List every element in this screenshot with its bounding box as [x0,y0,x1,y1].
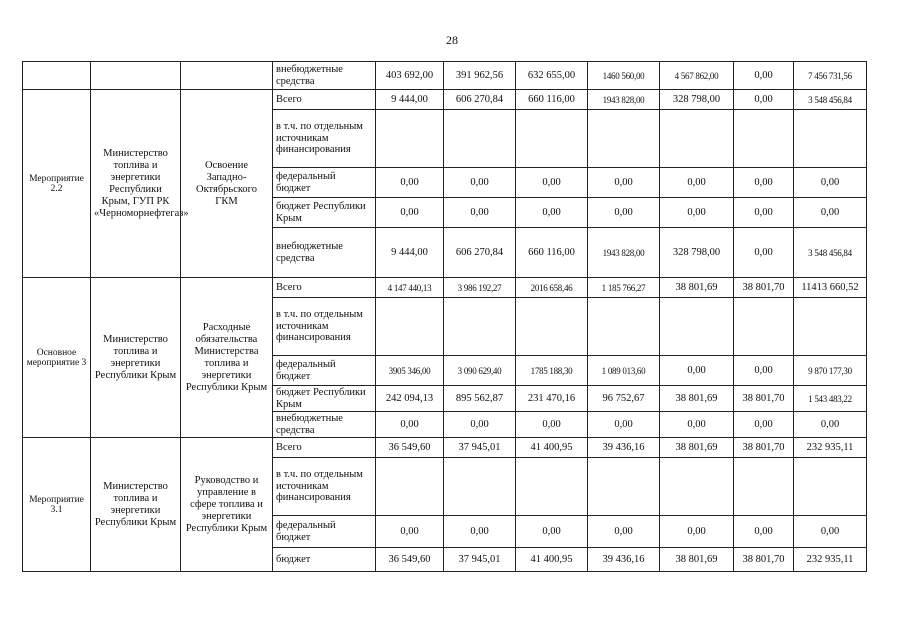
amount-cell [794,458,867,516]
amount-cell: 39 436,16 [588,548,660,572]
amount-cell: 0,00 [734,168,794,198]
table-row [23,438,867,458]
amount-cell [516,110,588,168]
amount-cell [588,110,660,168]
table-row [23,278,867,298]
amount-cell: 232 935,11 [794,548,867,572]
amount-cell: 0,00 [516,168,588,198]
amount-cell: 1460 560,00 [588,62,660,90]
amount-cell: 11413 660,52 [794,278,867,298]
amount-cell: 3 090 629,40 [444,356,516,386]
amount-cell: 0,00 [734,412,794,438]
amount-cell: 0,00 [734,198,794,228]
amount-cell: 0,00 [588,516,660,548]
amount-cell: 0,00 [376,516,444,548]
executor: Министерство топлива и энергетики Республики Крым [91,438,181,572]
amount-cell: 4 147 440,13 [376,278,444,298]
amount-cell: 41 400,95 [516,548,588,572]
activity-name: Мероприятие 2.2 [23,90,91,278]
amount-cell: 1785 188,30 [516,356,588,386]
amount-cell: 7 456 731,56 [794,62,867,90]
amount-cell: 38 801,69 [660,438,734,458]
amount-cell: 660 116,00 [516,90,588,110]
funding-source: бюджет [273,548,376,572]
amount-cell: 38 801,70 [734,386,794,412]
funding-source: Всего [273,90,376,110]
amount-cell [444,298,516,356]
amount-cell: 632 655,00 [516,62,588,90]
amount-cell [376,110,444,168]
amount-cell: 4 567 862,00 [660,62,734,90]
budget-table [22,61,867,572]
amount-cell: 9 870 177,30 [794,356,867,386]
amount-cell [444,110,516,168]
amount-cell: 0,00 [734,90,794,110]
amount-cell [516,458,588,516]
amount-cell: 328 798,00 [660,90,734,110]
amount-cell: 1 543 483,22 [794,386,867,412]
amount-cell: 37 945,01 [444,438,516,458]
amount-cell: 38 801,69 [660,548,734,572]
funding-source: Всего [273,278,376,298]
amount-cell [660,110,734,168]
amount-cell: 0,00 [444,516,516,548]
amount-cell: 0,00 [734,356,794,386]
amount-cell: 3 548 456,84 [794,228,867,278]
amount-cell [734,458,794,516]
amount-cell: 96 752,67 [588,386,660,412]
executor: Министерство топлива и энергетики Республики Крым, ГУП РК «Черноморнефтегаз» [91,90,181,278]
amount-cell: 1 185 766,27 [588,278,660,298]
amount-cell: 0,00 [660,168,734,198]
funding-source: внебюджетные средства [273,412,376,438]
amount-cell: 242 094,13 [376,386,444,412]
amount-cell: 0,00 [376,412,444,438]
amount-cell: 660 116,00 [516,228,588,278]
amount-cell: 328 798,00 [660,228,734,278]
amount-cell: 36 549,60 [376,548,444,572]
amount-cell [660,298,734,356]
amount-cell [376,458,444,516]
amount-cell: 0,00 [660,516,734,548]
funding-source: федеральный бюджет [273,356,376,386]
activity-goal: Руководство и управление в сфере топлива и энергетики Республики Крым [181,438,273,572]
amount-cell: 3 548 456,84 [794,90,867,110]
funding-source: бюджет Республики Крым [273,386,376,412]
amount-cell: 9 444,00 [376,90,444,110]
amount-cell: 895 562,87 [444,386,516,412]
amount-cell: 38 801,69 [660,386,734,412]
amount-cell: 0,00 [794,198,867,228]
amount-cell: 41 400,95 [516,438,588,458]
amount-cell: 0,00 [660,198,734,228]
executor: Министерство топлива и энергетики Республики Крым [91,278,181,438]
amount-cell: 36 549,60 [376,438,444,458]
amount-cell: 231 470,16 [516,386,588,412]
amount-cell [660,458,734,516]
amount-cell: 0,00 [376,168,444,198]
funding-source: в т.ч. по отдельным источникам финансирования [273,458,376,516]
activity-goal: Расходные обязательства Министерства топлива и энергетики Республики Крым [181,278,273,438]
amount-cell: 0,00 [794,516,867,548]
amount-cell: 0,00 [516,516,588,548]
amount-cell: 0,00 [444,412,516,438]
table-row [23,62,867,90]
funding-source: федеральный бюджет [273,168,376,198]
amount-cell: 0,00 [734,228,794,278]
funding-source: в т.ч. по отдельным источникам финансирования [273,298,376,356]
table-row [23,90,867,110]
amount-cell: 0,00 [444,198,516,228]
amount-cell: 606 270,84 [444,228,516,278]
funding-source: федеральный бюджет [273,516,376,548]
amount-cell: 0,00 [660,356,734,386]
amount-cell: 2016 658,46 [516,278,588,298]
amount-cell: 38 801,69 [660,278,734,298]
amount-cell: 1943 828,00 [588,228,660,278]
amount-cell: 606 270,84 [444,90,516,110]
amount-cell: 0,00 [516,198,588,228]
amount-cell: 37 945,01 [444,548,516,572]
amount-cell: 9 444,00 [376,228,444,278]
amount-cell: 1943 828,00 [588,90,660,110]
funding-source: бюджет Республики Крым [273,198,376,228]
amount-cell: 0,00 [516,412,588,438]
amount-cell: 0,00 [794,168,867,198]
amount-cell: 0,00 [588,412,660,438]
amount-cell [376,298,444,356]
amount-cell: 38 801,70 [734,438,794,458]
amount-cell: 3 986 192,27 [444,278,516,298]
amount-cell: 232 935,11 [794,438,867,458]
amount-cell [794,298,867,356]
amount-cell [794,110,867,168]
amount-cell: 3905 346,00 [376,356,444,386]
activity-name: Мероприятие 3.1 [23,438,91,572]
amount-cell [734,110,794,168]
page-number: 28 [446,33,458,47]
amount-cell: 403 692,00 [376,62,444,90]
funding-source: Всего [273,438,376,458]
amount-cell: 0,00 [734,62,794,90]
amount-cell: 38 801,70 [734,278,794,298]
amount-cell: 39 436,16 [588,438,660,458]
amount-cell [588,458,660,516]
amount-cell [734,298,794,356]
activity-goal: Освоение Западно-Октябрьского ГКМ [181,90,273,278]
amount-cell: 391 962,56 [444,62,516,90]
amount-cell: 0,00 [588,168,660,198]
funding-source: внебюджетные средства [273,228,376,278]
amount-cell: 1 089 013,60 [588,356,660,386]
amount-cell [588,298,660,356]
amount-cell: 0,00 [588,198,660,228]
amount-cell: 38 801,70 [734,548,794,572]
amount-cell: 0,00 [660,412,734,438]
activity-name: Основное мероприятие 3 [23,278,91,438]
amount-cell: 0,00 [794,412,867,438]
amount-cell: 0,00 [444,168,516,198]
amount-cell [444,458,516,516]
funding-source: в т.ч. по отдельным источникам финансирования [273,110,376,168]
funding-source: внебюджетные средства [273,62,376,90]
amount-cell: 0,00 [734,516,794,548]
amount-cell [516,298,588,356]
amount-cell: 0,00 [376,198,444,228]
